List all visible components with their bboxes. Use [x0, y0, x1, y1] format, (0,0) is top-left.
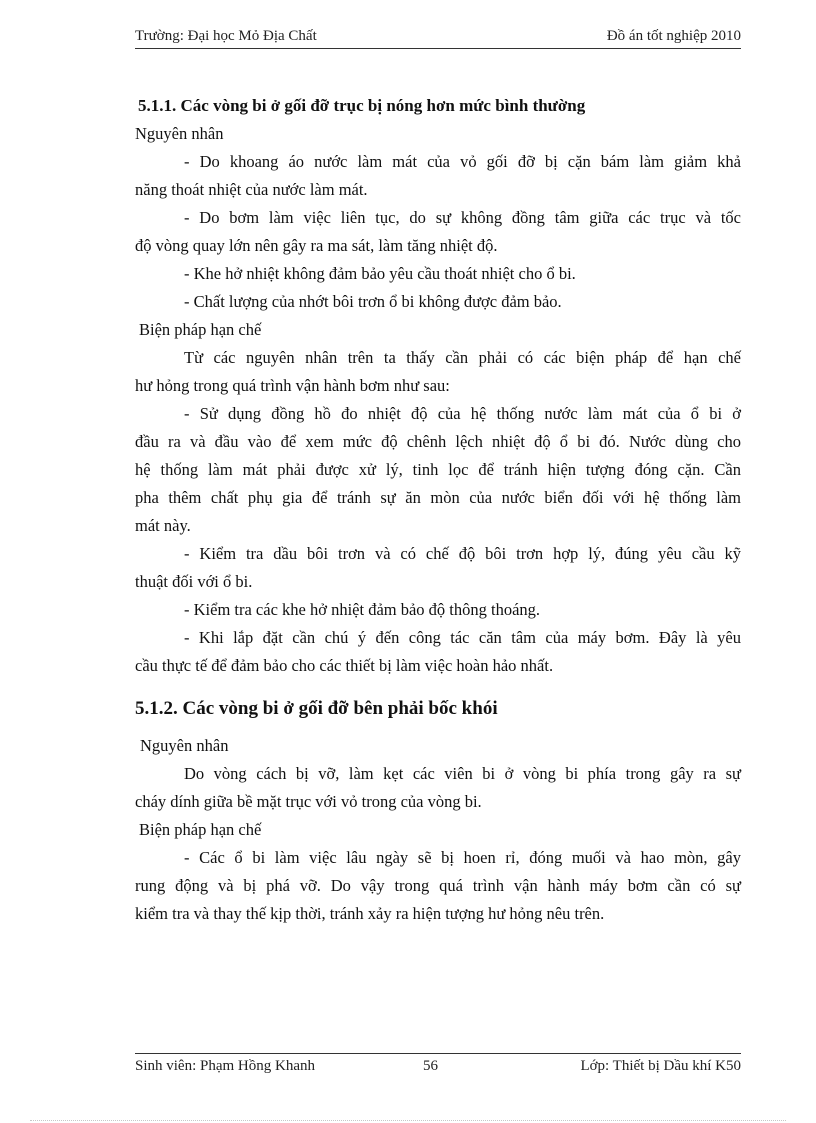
text-line: Do vòng cách bị vỡ, làm kẹt các viên bi ở vòng bi phía trong gây ra sự [184, 764, 741, 783]
text-line: mát này. [135, 516, 191, 535]
page-header [135, 28, 741, 49]
footer-class: Lớp: Thiết bị Dầu khí K50 [580, 1058, 741, 1074]
cause-label-2: Nguyên nhân [140, 736, 229, 755]
text-line: độ vòng quay lớn nên gây ra ma sát, làm tăng nhiệt độ. [135, 236, 498, 255]
text-line: pha thêm chất phụ gia để tránh sự ăn mòn của nước biển đối với hệ thống làm [135, 488, 741, 507]
text-line: hư hỏng trong quá trình vận hành bơm như sau: [135, 376, 450, 395]
text-line: - Kiểm tra các khe hở nhiệt đảm bảo độ thông thoáng. [184, 600, 541, 619]
text-line: - Do bơm làm việc liên tục, do sự không đồng tâm giữa các trục và tốc [184, 208, 741, 227]
footer-student: Sinh viên: Phạm Hồng Khanh [135, 1058, 315, 1074]
text-line: hệ thống làm mát phải được xử lý, tinh lọc để tránh hiện tượng đóng cặn. Cần [135, 460, 741, 479]
page-border-dotted [30, 1120, 786, 1121]
text-line: - Do khoang áo nước làm mát của vỏ gối đỡ bị cặn bám làm giảm khả [184, 152, 741, 171]
text-line: Từ các nguyên nhân trên ta thấy cần phải có các biện pháp để hạn chế [184, 348, 741, 367]
text-line: năng thoát nhiệt của nước làm mát. [135, 180, 368, 199]
header-school: Trường: Đại học Mỏ Địa Chất [135, 28, 317, 44]
text-line: thuật đối với ổ bi. [135, 572, 253, 591]
text-line: - Các ổ bi làm việc lâu ngày sẽ bị hoen rỉ, đóng muối và hao mòn, gây [184, 848, 741, 867]
text-line: - Khe hở nhiệt không đảm bảo yêu cầu thoát nhiệt cho ổ bi. [184, 264, 576, 283]
measure-label-2: Biện pháp hạn chế [139, 820, 262, 839]
text-line: đầu ra và đầu vào để xem mức độ chênh lệch nhiệt độ ổ bi đó. Nước dùng cho [135, 432, 741, 451]
text-line: - Khi lắp đặt cần chú ý đến công tác căn tâm của máy bơm. Đây là yêu [184, 628, 741, 647]
page-number: 56 [423, 1058, 438, 1074]
text-line: - Chất lượng của nhớt bôi trơn ổ bi không được đảm bảo. [184, 292, 562, 311]
text-line: cầu thực tế để đảm bảo cho các thiết bị làm việc hoàn hảo nhất. [135, 656, 554, 675]
measure-label-1: Biện pháp hạn chế [139, 320, 262, 339]
text-line: kiểm tra và thay thế kịp thời, tránh xảy ra hiện tượng hư hỏng nêu trên. [135, 904, 605, 923]
text-line: - Kiểm tra dầu bôi trơn và có chế độ bôi trơn hợp lý, đúng yêu cầu kỹ [184, 544, 741, 563]
text-line: cháy dính giữa bề mặt trục với vỏ trong của vòng bi. [135, 792, 482, 811]
text-line: - Sử dụng đồng hồ đo nhiệt độ của hệ thống nước làm mát của ổ bi ở [184, 404, 741, 423]
cause-label-1: Nguyên nhân [135, 124, 224, 143]
section-heading-2: 5.1.2. Các vòng bi ở gối đỡ bên phải bốc khói [135, 698, 498, 719]
page-footer [135, 1053, 741, 1076]
section-heading-1: 5.1.1. Các vòng bi ở gối đỡ trục bị nóng hơn mức bình thường [138, 96, 586, 115]
text-line: rung động và bị phá vỡ. Do vậy trong quá trình vận hành máy bơm cần có sự [135, 876, 741, 895]
header-project: Đồ án tốt nghiệp 2010 [606, 28, 741, 44]
